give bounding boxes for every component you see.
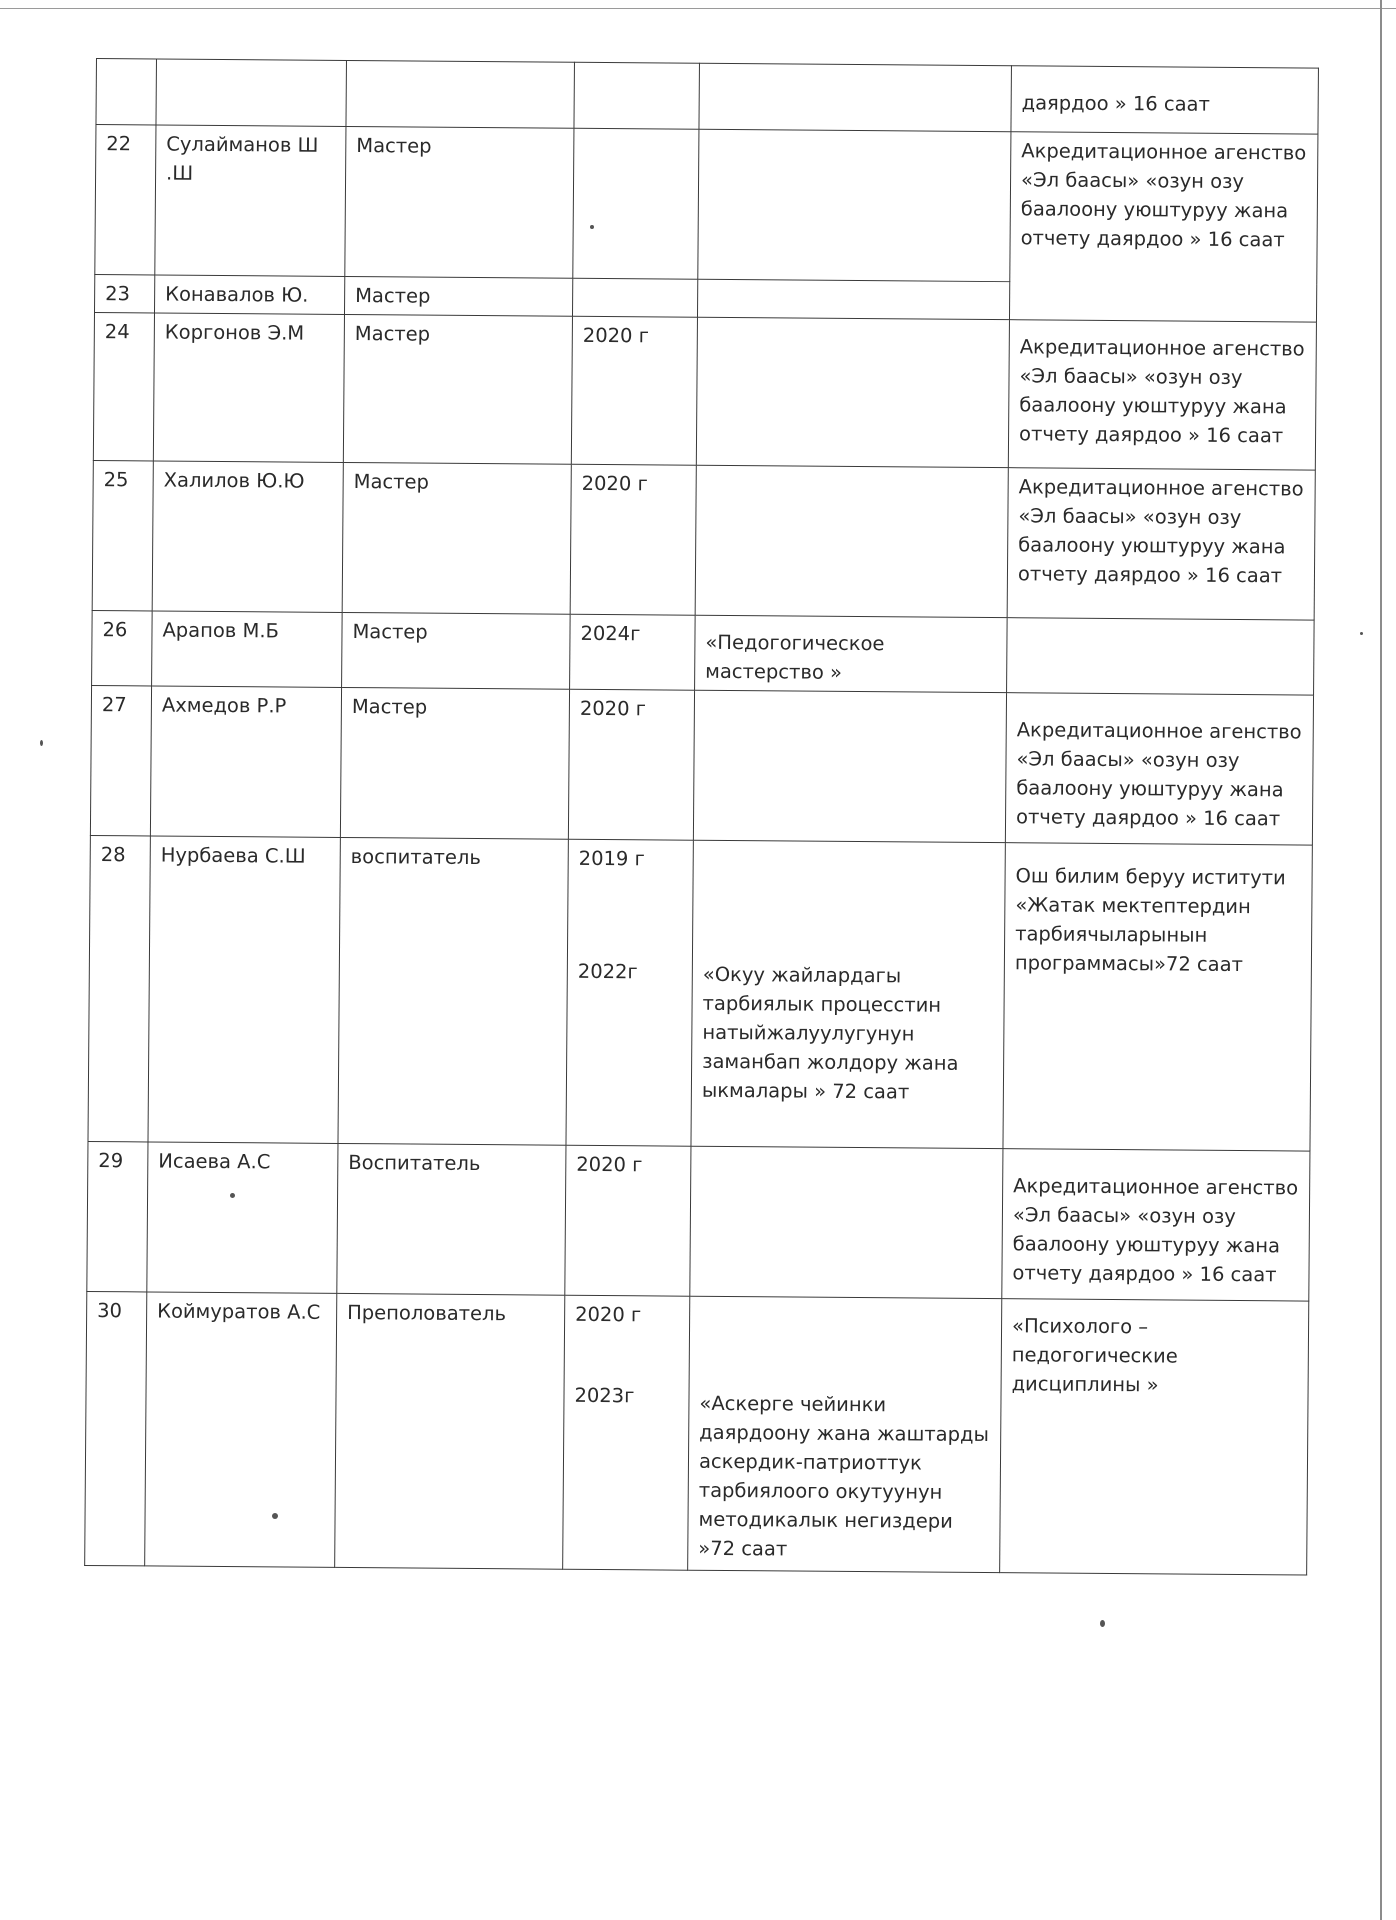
employee-name: Коргонов Э.М — [153, 313, 344, 462]
employee-position: Мастер — [342, 462, 571, 614]
training-year — [563, 1295, 690, 1570]
employee-position: Преполователь — [335, 1293, 565, 1569]
certificate-text: Акредитационное агенство «Эл баасы» «озун озу баалоону уюштуруу жана отчету даярдоо » 16 саат — [1009, 132, 1317, 322]
row-number: 29 — [87, 1141, 148, 1291]
certificate-text — [1000, 1299, 1309, 1575]
course-title — [695, 615, 1008, 692]
table-row — [92, 610, 1315, 695]
table-row — [95, 125, 1318, 285]
page-edge-right — [1380, 0, 1382, 1920]
training-year — [573, 128, 699, 279]
course-title — [699, 63, 1012, 131]
employee-name: Ахмедов Р.Р — [150, 686, 341, 837]
employee-name: Сулайманов Ш .Ш — [155, 125, 346, 276]
training-year — [572, 278, 697, 317]
row-number: 25 — [92, 460, 153, 610]
employee-position: Воспитатель — [337, 1143, 566, 1295]
certificate-line: даярдоо » 16 саат — [1021, 91, 1210, 116]
employee-name: Арапов М.Б — [152, 611, 343, 687]
training-year-first: 2020 г — [575, 1302, 642, 1327]
scan-speck — [1360, 632, 1363, 635]
employee-name: Нурбаева С.Ш — [148, 836, 340, 1143]
certificate-text — [1007, 618, 1315, 695]
scan-speck — [40, 740, 43, 746]
employee-name: Конавалов Ю. — [154, 275, 344, 314]
row-number: 27 — [90, 685, 151, 835]
certificate-text — [1003, 843, 1312, 1151]
course-line: «Аскерге чейинки даярдоону жана жаштарды аскердик-патриоттук тарбиялоого окутуунун методикалык негиздери »72 саат — [698, 1391, 990, 1561]
table-row — [93, 312, 1316, 470]
employee-name: Халилов Ю.Ю — [152, 461, 343, 612]
table-row — [85, 1291, 1309, 1575]
training-year: 2020 г — [570, 464, 696, 615]
course-title — [688, 1296, 1002, 1572]
training-year: 2020 г — [571, 316, 697, 465]
training-year — [566, 839, 693, 1146]
course-title — [697, 279, 1009, 319]
training-year: 2024г — [570, 614, 696, 690]
staff-qualification-table — [84, 58, 1319, 1576]
certificate-line: Акредитационное агенство «Эл баасы» «озун озу баалоону уюштуруу жана отчету даярдоо » 16 саат — [1012, 1174, 1299, 1287]
staff-table-sheet — [84, 58, 1319, 1576]
training-year — [574, 62, 700, 129]
course-title — [696, 317, 1009, 467]
scan-speck — [1100, 1620, 1105, 1627]
table-row — [92, 460, 1315, 620]
employee-position: воспитатель — [338, 837, 568, 1145]
table-row — [88, 835, 1312, 1151]
table-row — [96, 59, 1318, 135]
training-year-second: 2022г — [577, 959, 638, 984]
course-title — [693, 690, 1006, 842]
course-line: «Окуу жайлардагы тарбиялык процесстин натыйжалуулугунун заманбап жолдору жана ыкмалары » 72 саат — [701, 962, 959, 1104]
certificate-text — [1005, 693, 1313, 845]
course-title — [690, 1146, 1003, 1298]
certificate-line: Акредитационное агенство «Эл баасы» «озун озу баалоону уюштуруу жана отчету даярдоо » 16 саат — [1015, 718, 1302, 831]
certificate-text — [1008, 320, 1316, 470]
employee-name — [156, 59, 347, 126]
course-title — [691, 840, 1005, 1148]
row-number — [96, 59, 157, 125]
course-title — [695, 465, 1008, 617]
row-number: 23 — [95, 274, 155, 312]
row-number: 26 — [92, 610, 153, 685]
employee-position: Мастер — [345, 126, 574, 278]
row-number: 30 — [85, 1291, 147, 1565]
row-number: 22 — [95, 125, 156, 275]
page-edge-top — [0, 8, 1396, 9]
employee-position: Мастер — [344, 276, 572, 316]
employee-name: Исаева А.С — [147, 1142, 338, 1293]
course-line: «Педогогическое мастерство » — [705, 630, 885, 684]
employee-position: Мастер — [342, 612, 571, 689]
employee-name: Коймуратов А.С — [145, 1292, 337, 1567]
training-year-second: 2023г — [574, 1383, 635, 1408]
employee-position — [346, 60, 575, 128]
table-row — [87, 1141, 1310, 1301]
row-number: 28 — [88, 835, 150, 1141]
training-year: 2020 г — [565, 1145, 691, 1296]
employee-position: Мастер — [343, 314, 572, 464]
certificate-line: Ош билим беруу иститути «Жатак мектептердин тарбиячыларынын программасы»72 саат — [1014, 864, 1286, 977]
course-title — [698, 129, 1011, 281]
certificate-line: Акредитационное агенство «Эл баасы» «озун озу баалоону уюштуруу жана отчету даярдоо » 16 саат — [1018, 335, 1305, 448]
employee-position: Мастер — [340, 687, 569, 839]
training-year-first: 2019 г — [578, 846, 645, 871]
certificate-line: «Психолого – педогогические дисциплины » — [1011, 1314, 1178, 1397]
row-number: 24 — [93, 312, 154, 460]
table-row — [90, 685, 1313, 845]
certificate-text — [1011, 66, 1319, 134]
training-year: 2020 г — [568, 689, 694, 840]
certificate-text: Акредитационное агенство «Эл баасы» «озун озу баалоону уюштуруу жана отчету даярдоо » 16 саат — [1007, 468, 1315, 620]
certificate-text — [1002, 1149, 1310, 1301]
